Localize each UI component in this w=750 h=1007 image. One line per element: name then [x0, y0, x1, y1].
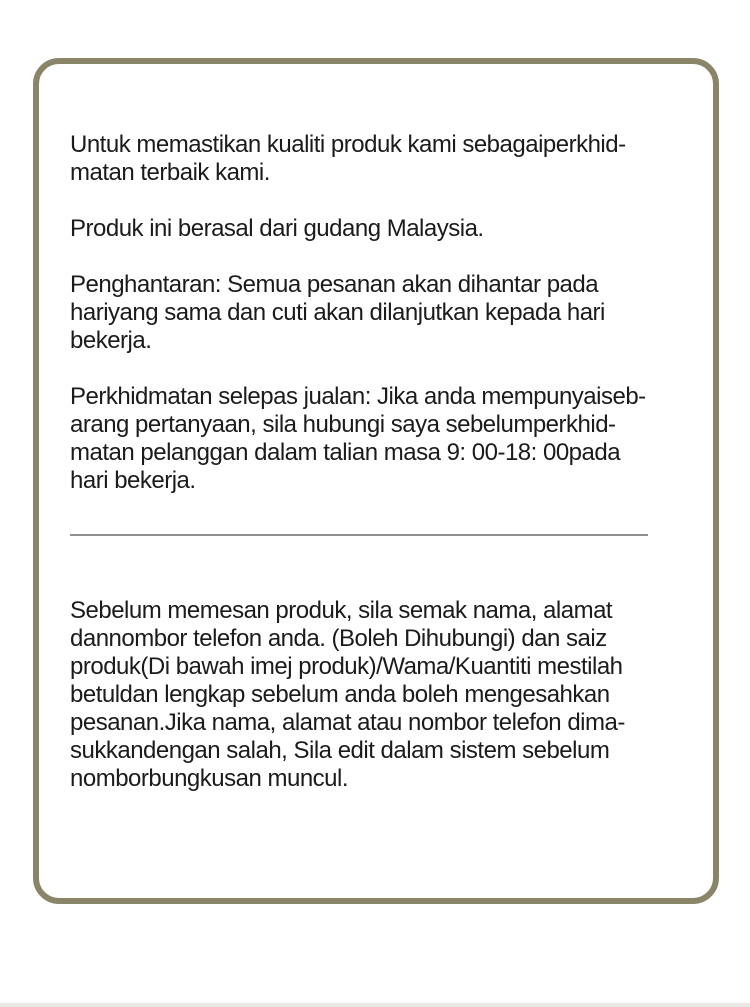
text-line: matan pelanggan dalam talian masa 9: 00-18: 00pada [70, 439, 621, 466]
bottom-image-edge [0, 1003, 750, 1007]
text-line: Produk ini berasal dari gudang Malaysia. [70, 215, 484, 242]
notice-box [33, 58, 719, 904]
text-line: produk(Di bawah imej produk)/Wama/Kuantiti mestilah [70, 653, 623, 680]
paragraph-after-sales [70, 383, 697, 495]
text-line: hariyang sama dan cuti akan dilanjutkan kepada hari [70, 299, 605, 326]
text-line: dannombor telefon anda. (Boleh Dihubungi) dan saiz [70, 625, 607, 652]
section-divider [70, 534, 648, 536]
text-line: hari bekerja. [70, 467, 196, 494]
text-line: pesanan.Jika nama, alamat atau nombor telefon dima- [70, 709, 625, 736]
paragraph-shipping [70, 271, 697, 355]
paragraph-origin [70, 215, 697, 243]
text-line: matan terbaik kami. [70, 159, 270, 186]
text-line: Untuk memastikan kualiti produk kami sebagaiperkhid- [70, 131, 626, 158]
text-line: nomborbungkusan muncul. [70, 765, 349, 792]
text-line: Penghantaran: Semua pesanan akan dihantar pada [70, 271, 599, 298]
text-line: arang pertanyaan, sila hubungi saya sebelumperkhid- [70, 411, 616, 438]
text-line: bekerja. [70, 327, 152, 354]
text-line: Perkhidmatan selepas jualan: Jika anda mempunyaiseb- [70, 383, 646, 410]
notice-content [39, 64, 713, 793]
paragraph-quality [70, 131, 697, 187]
text-line: betuldan lengkap sebelum anda boleh mengesahkan [70, 681, 610, 708]
text-line: Sebelum memesan produk, sila semak nama, alamat [70, 597, 613, 624]
text-line: sukkandengan salah, Sila edit dalam sistem sebelum [70, 737, 610, 764]
paragraph-order-check [70, 597, 697, 793]
